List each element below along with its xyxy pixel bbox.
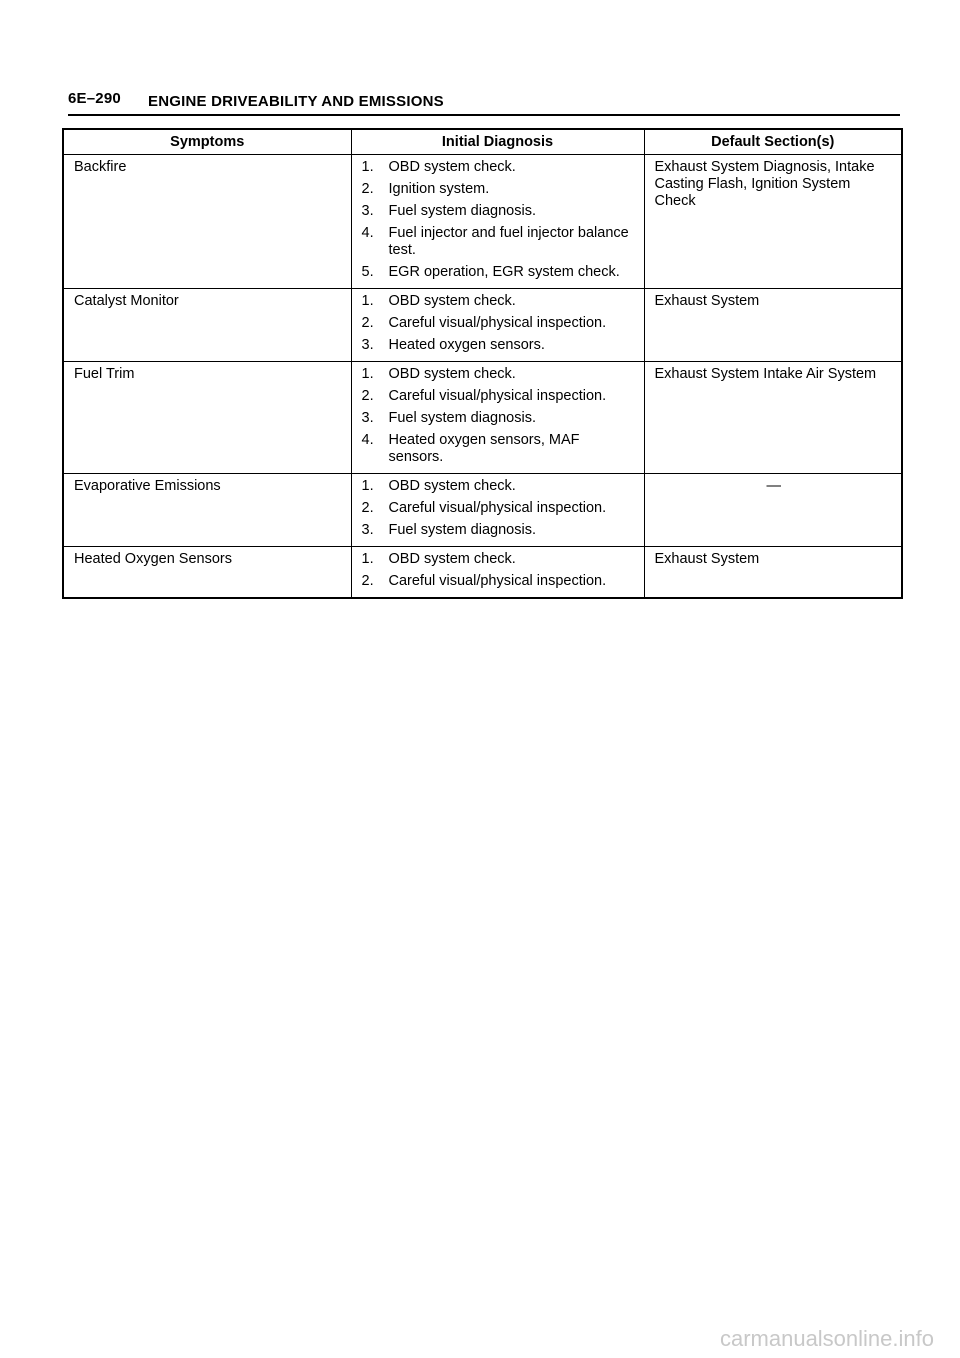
section-title: ENGINE DRIVEABILITY AND EMISSIONS xyxy=(148,93,444,110)
diagnosis-cell xyxy=(351,289,644,362)
diagnosis-step: 2. Careful visual/physical inspection. xyxy=(361,388,607,404)
diagnosis-steps xyxy=(362,366,636,466)
symptom-cell: Heated Oxygen Sensors xyxy=(63,547,351,599)
table-row xyxy=(63,474,902,547)
diagnosis-step: 1. OBD system check. xyxy=(361,478,516,494)
diagnosis-step: 2. Ignition system. xyxy=(361,181,490,197)
diagnosis-step: 4. Heated oxygen sensors, MAF sensors. xyxy=(361,432,580,465)
table-row xyxy=(63,362,902,474)
default-section-cell: Exhaust System xyxy=(644,547,902,599)
table-row xyxy=(63,155,902,289)
column-header-initial-diagnosis: Initial Diagnosis xyxy=(351,129,644,155)
diagnosis-steps xyxy=(362,159,636,281)
diagnosis-step: 1. OBD system check. xyxy=(361,366,516,382)
table-row xyxy=(63,289,902,362)
watermark: carmanualsonline.info xyxy=(719,1326,934,1351)
default-section-cell: Exhaust System Intake Air System xyxy=(644,362,902,474)
diagnosis-step: 2. Careful visual/physical inspection. xyxy=(361,573,607,589)
symptom-cell: Backfire xyxy=(63,155,351,289)
diagnosis-step: 2. Careful visual/physical inspection. xyxy=(361,500,607,516)
diagnosis-step: 2. Careful visual/physical inspection. xyxy=(361,315,607,331)
symptom-cell: Catalyst Monitor xyxy=(63,289,351,362)
diagnosis-cell xyxy=(351,547,644,599)
column-header-symptoms: Symptoms xyxy=(63,129,351,155)
diagnosis-step: 1. OBD system check. xyxy=(361,159,516,175)
diagnosis-cell xyxy=(351,362,644,474)
diagnosis-cell xyxy=(351,155,644,289)
page-header xyxy=(68,90,900,118)
diagnosis-steps xyxy=(362,293,636,354)
page-number: 6E–290 xyxy=(68,90,121,107)
diagnosis-step: 1. OBD system check. xyxy=(361,293,516,309)
default-section-cell: Exhaust System xyxy=(644,289,902,362)
diagnosis-cell xyxy=(351,474,644,547)
diagnosis-step: 1. OBD system check. xyxy=(361,551,516,567)
diagnosis-step: 3. Fuel system diagnosis. xyxy=(361,203,536,219)
header-rule xyxy=(68,114,900,116)
diagnosis-steps xyxy=(362,551,636,590)
table-row xyxy=(63,547,902,599)
symptom-cell: Fuel Trim xyxy=(63,362,351,474)
default-section-cell: Exhaust System Diagnosis, Intake Casting Flash, Ignition System Check xyxy=(644,155,902,289)
diagnosis-step: 3. Fuel system diagnosis. xyxy=(361,522,536,538)
column-header-default-sections: Default Section(s) xyxy=(644,129,902,155)
symptom-cell: Evaporative Emissions xyxy=(63,474,351,547)
diagnosis-step: 3. Fuel system diagnosis. xyxy=(361,410,536,426)
default-section-cell: — xyxy=(644,474,902,547)
diagnosis-table xyxy=(62,128,903,599)
diagnosis-step: 4. Fuel injector and fuel injector balance test. xyxy=(361,225,629,258)
diagnosis-steps xyxy=(362,478,636,539)
diagnosis-step: 5. EGR operation, EGR system check. xyxy=(361,264,620,280)
diagnosis-step: 3. Heated oxygen sensors. xyxy=(361,337,545,353)
table-header-row xyxy=(63,129,902,155)
